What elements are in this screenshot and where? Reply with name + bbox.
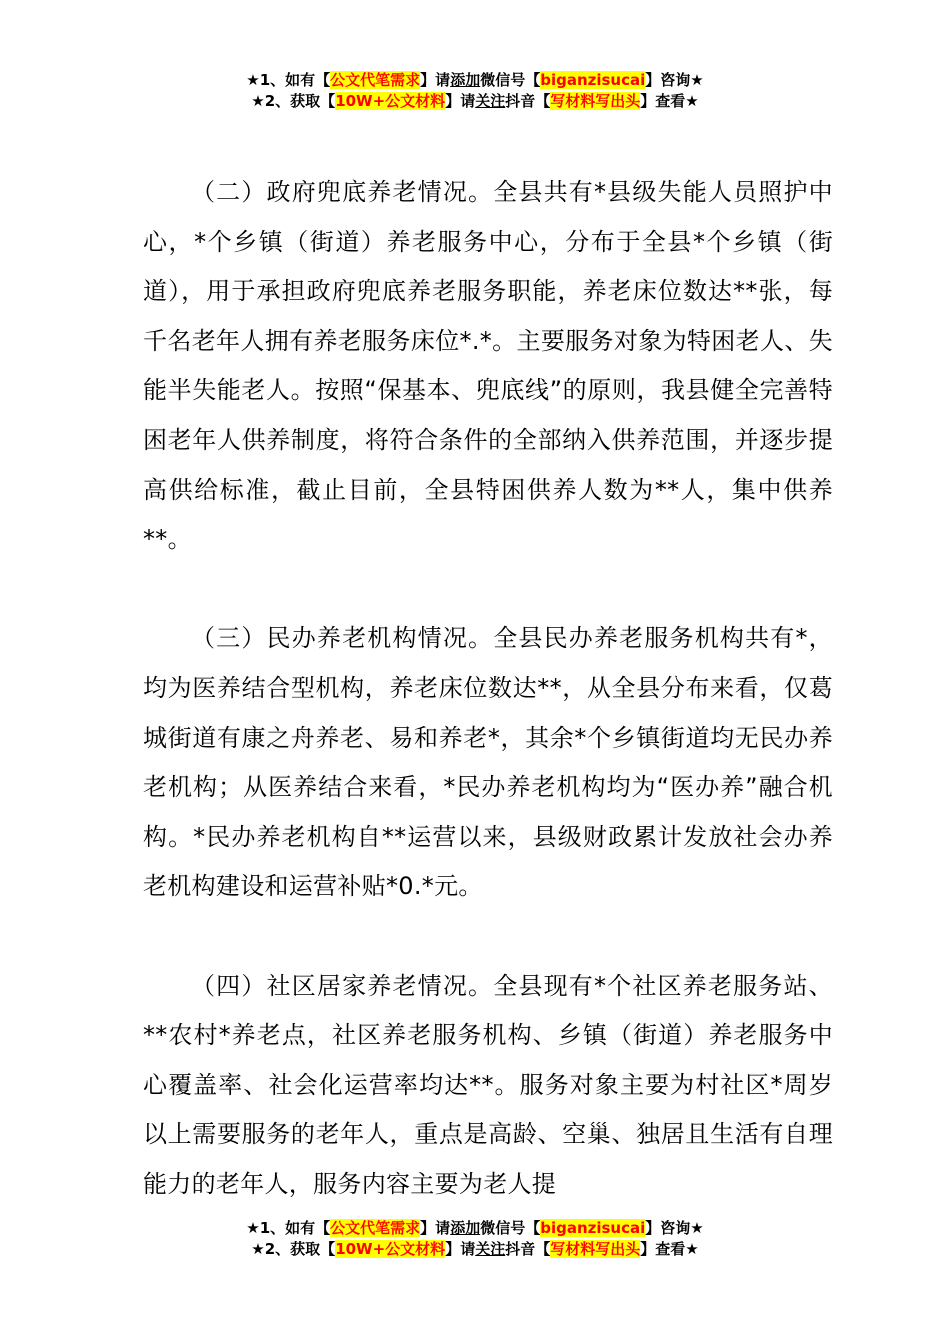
- banner-text: ★2、获取【: [251, 92, 336, 110]
- banner-text: 抖音【: [505, 92, 551, 110]
- banner-highlight: 10W+公文材料: [335, 1240, 446, 1258]
- banner-line-2: [0, 1239, 950, 1260]
- paragraph-3: （三）民办养老机构情况。全县民办养老服务机构共有*，均为医养结合型机构，养老床位数达**，从全县分布来看，仅葛城街道有康之舟养老、易和养老*，其余*个乡镇街道均无民办养老机构；从医养结合来看，*民办养老机构均为“医办养”融合机构。*民办养老机构自**运营以来，县级财政累计发放社会办养老机构建设和运营补贴*0.*元。: [143, 624, 833, 901]
- banner-text: 抖音【: [505, 1240, 551, 1258]
- banner-highlight: biganzisucai: [540, 71, 646, 89]
- banner-line-1: [0, 1218, 950, 1239]
- banner-text: 】请: [445, 1240, 476, 1258]
- banner-text: ★1、如有【: [246, 1219, 331, 1237]
- banner-text: ★2、获取【: [251, 1240, 336, 1258]
- banner-underlined: 关注: [475, 92, 506, 110]
- banner-line-1: [0, 70, 950, 91]
- banner-text: 微信号【: [480, 1219, 541, 1237]
- banner-text: 】咨询★: [645, 71, 704, 89]
- banner-highlight: 写材料写出头: [550, 1240, 641, 1258]
- banner-underlined: 添加: [450, 1219, 481, 1237]
- banner-underlined: 添加: [450, 71, 481, 89]
- banner-text: 微信号【: [480, 71, 541, 89]
- banner-highlight: 10W+公文材料: [335, 92, 446, 110]
- paragraph-2: （二）政府兜底养老情况。全县共有*县级失能人员照护中心，*个乡镇（街道）养老服务中心，分布于全县*个乡镇（街道），用于承担政府兜底养老服务职能，养老床位数达**张，每千名老年人拥有养老服务床位*.*。主要服务对象为特困老人、失能半失能老人。按照“保基本、兜底线”的原则，我县健全完善特困老年人供养制度，将符合条件的全部纳入供养范围，并逐步提高供给标准，截止目前，全县特困供养人数为**人，集中供养**。: [143, 178, 833, 554]
- banner-highlight: 公文代笔需求: [330, 1219, 421, 1237]
- banner-underlined: 关注: [475, 1240, 506, 1258]
- footer-banner: [0, 1218, 950, 1260]
- paragraph-4: （四）社区居家养老情况。全县现有*个社区养老服务站、**农村*养老点，社区养老服务机构、乡镇（街道）养老服务中心覆盖率、社会化运营率均达**。服务对象主要为村社区*周岁以上需要服务的老年人，重点是高龄、空巢、独居且生活有自理能力的老年人，服务内容主要为老人提: [143, 971, 833, 1198]
- banner-text: 】查看★: [640, 1240, 699, 1258]
- banner-text: ★1、如有【: [246, 71, 331, 89]
- banner-text: 】请: [420, 71, 451, 89]
- header-banner: [0, 70, 950, 112]
- banner-text: 】咨询★: [645, 1219, 704, 1237]
- banner-text: 】请: [445, 92, 476, 110]
- banner-highlight: 公文代笔需求: [330, 71, 421, 89]
- document-body: [143, 168, 833, 1259]
- banner-highlight: biganzisucai: [540, 1219, 646, 1237]
- banner-highlight: 写材料写出头: [550, 92, 641, 110]
- banner-line-2: [0, 91, 950, 112]
- banner-text: 】查看★: [640, 92, 699, 110]
- banner-text: 】请: [420, 1219, 451, 1237]
